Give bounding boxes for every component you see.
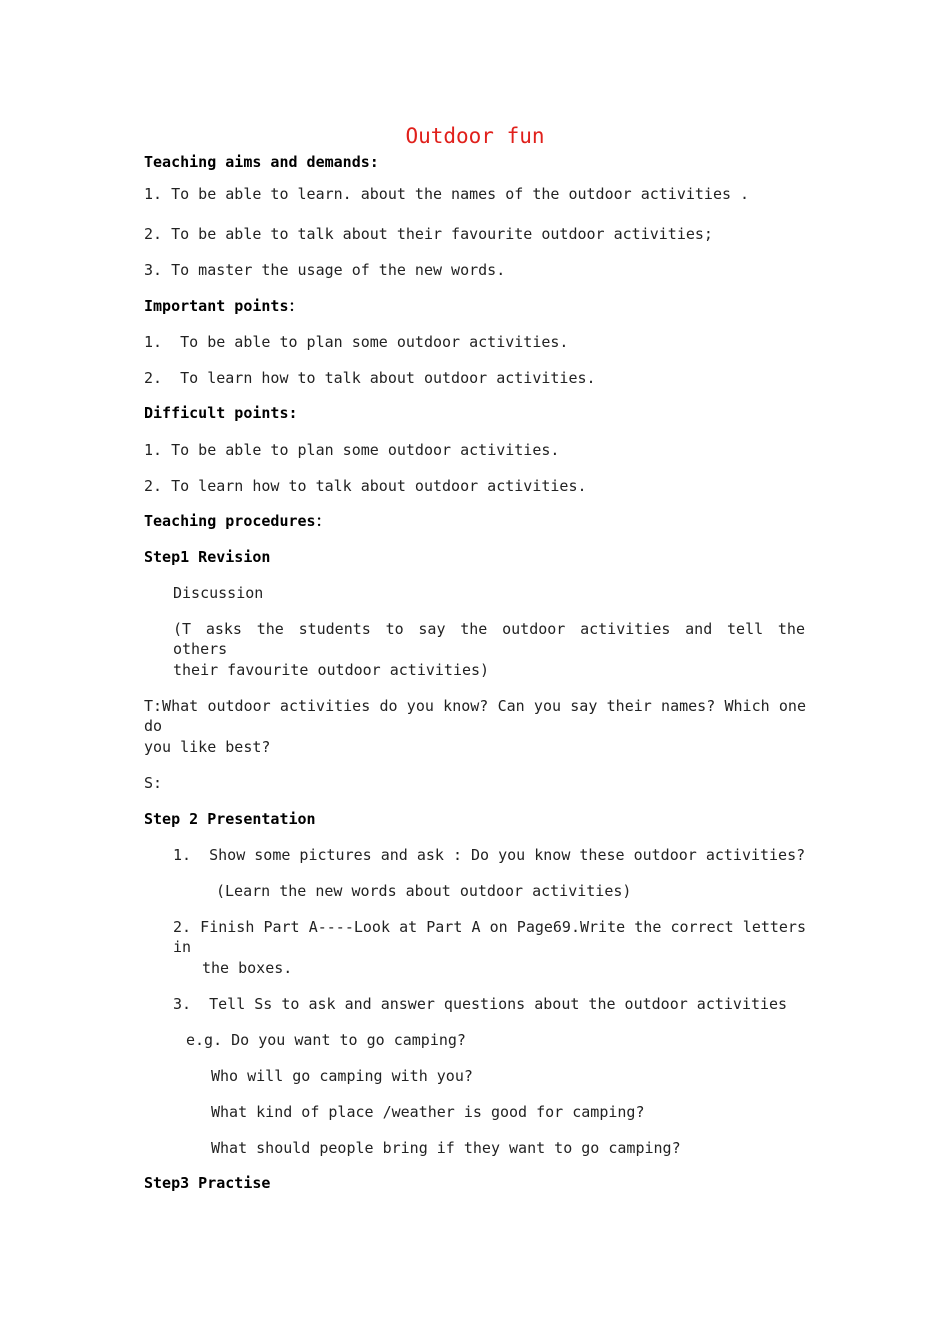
difficult-heading: Difficult points: <box>144 404 298 422</box>
discussion-note-line-2: their favourite outdoor activities) <box>173 661 490 679</box>
step2-heading: Step 2 Presentation <box>144 810 316 828</box>
presentation-item-1-note: (Learn the new words about outdoor activities) <box>216 882 632 900</box>
presentation-item-2-line-1: 2. Finish Part A----Look at Part A on Page69.Write the correct letters in <box>173 918 806 956</box>
discussion-label: Discussion <box>173 584 264 602</box>
example-question-2: Who will go camping with you? <box>211 1067 473 1085</box>
page-title: Outdoor fun <box>405 124 545 148</box>
important-item-2: 2. To learn how to talk about outdoor activities. <box>144 369 596 387</box>
difficult-item-2: 2. To learn how to talk about outdoor activities. <box>144 477 587 495</box>
discussion-note-line-1: (T asks the students to say the outdoor activities and tell the others <box>173 620 805 658</box>
teacher-question-line-1: T:What outdoor activities do you know? Can you say their names? Which one do <box>144 697 806 735</box>
difficult-item-1: 1. To be able to plan some outdoor activities. <box>144 441 560 459</box>
important-heading: Important points： <box>144 297 304 315</box>
presentation-item-2-line-2: the boxes. <box>202 959 293 977</box>
step3-heading: Step3 Practise <box>144 1174 271 1192</box>
procedures-heading: Teaching procedures： <box>144 512 331 530</box>
important-item-1: 1. To be able to plan some outdoor activities. <box>144 333 569 351</box>
student-response: S: <box>144 774 163 792</box>
aim-item-3: 3. To master the usage of the new words. <box>144 261 506 279</box>
presentation-item-3: 3. Tell Ss to ask and answer questions about the outdoor activities <box>173 995 788 1013</box>
aim-item-1: 1. To be able to learn. about the names of the outdoor activities . <box>144 185 750 203</box>
aim-item-2: 2. To be able to talk about their favourite outdoor activities; <box>144 225 713 243</box>
aims-heading: Teaching aims and demands: <box>144 153 379 171</box>
step1-heading: Step1 Revision <box>144 548 271 566</box>
teacher-question-line-2: you like best? <box>144 738 271 756</box>
example-question: e.g. Do you want to go camping? <box>186 1031 466 1049</box>
example-question-3: What kind of place /weather is good for camping? <box>211 1103 645 1121</box>
example-question-4: What should people bring if they want to go camping? <box>211 1139 681 1157</box>
presentation-item-1: 1. Show some pictures and ask : Do you know these outdoor activities? <box>173 846 806 864</box>
